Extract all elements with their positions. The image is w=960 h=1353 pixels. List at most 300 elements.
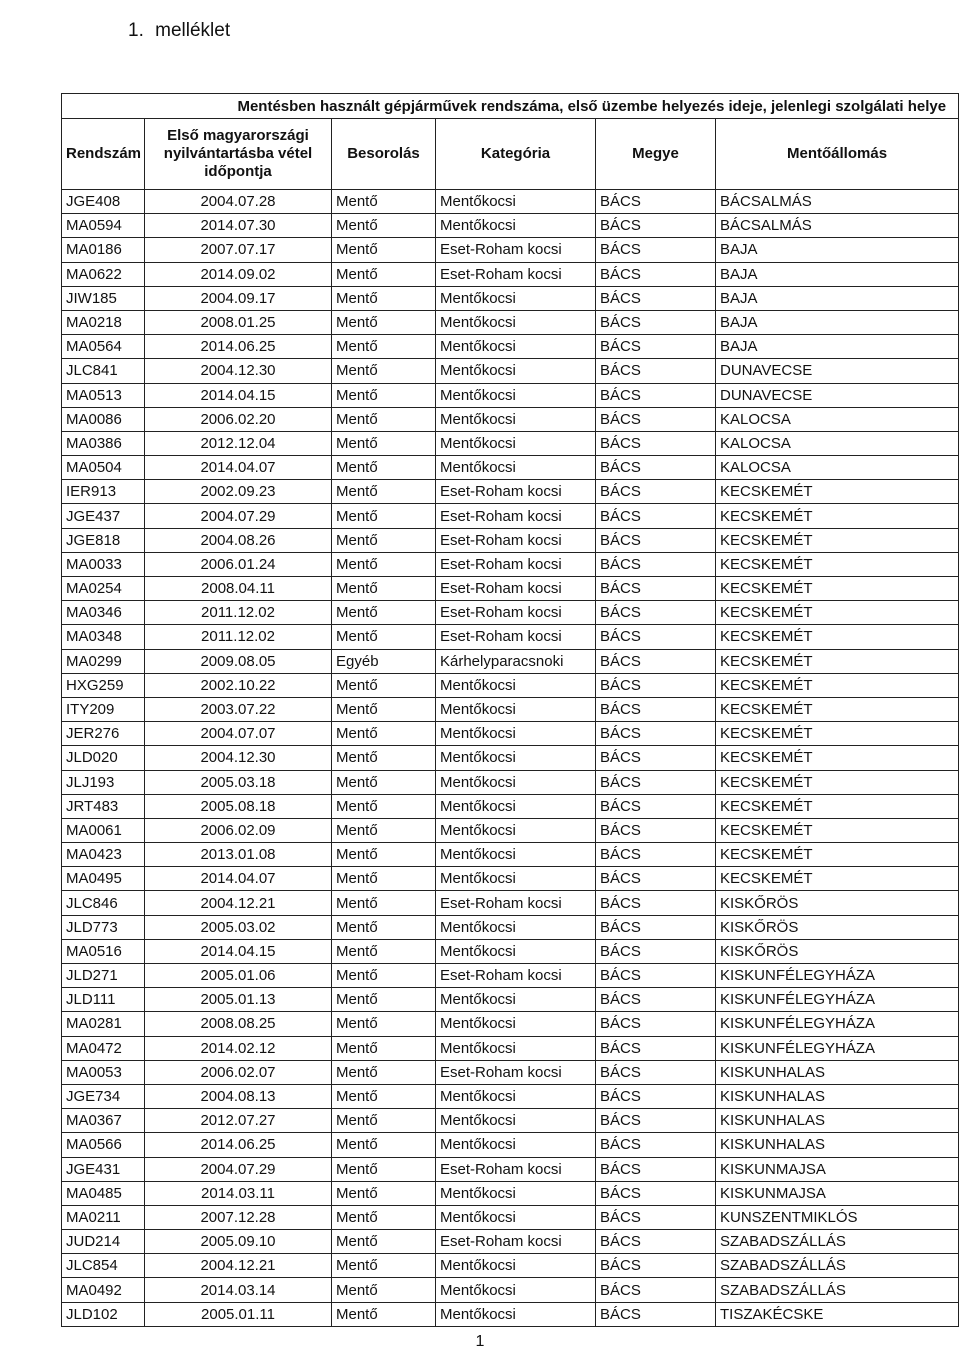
station-cell: KECSKEMÉT: [716, 528, 959, 552]
classification-cell: Mentő: [332, 190, 436, 214]
station-cell: BAJA: [716, 286, 959, 310]
county-cell: BÁCS: [596, 891, 716, 915]
registration-date-cell: 2002.10.22: [145, 673, 332, 697]
station-cell: KISKŐRÖS: [716, 891, 959, 915]
category-cell: Mentőkocsi: [436, 770, 596, 794]
registration-cell: JLD773: [62, 915, 145, 939]
registration-cell: MA0346: [62, 601, 145, 625]
category-cell: Mentőkocsi: [436, 1205, 596, 1229]
table-row: [62, 746, 959, 770]
county-cell: BÁCS: [596, 649, 716, 673]
station-cell: KECSKEMÉT: [716, 552, 959, 576]
category-cell: Mentőkocsi: [436, 407, 596, 431]
registration-cell: ITY209: [62, 697, 145, 721]
table-row: [62, 504, 959, 528]
registration-date-cell: 2005.01.06: [145, 964, 332, 988]
category-cell: Mentőkocsi: [436, 335, 596, 359]
county-cell: BÁCS: [596, 746, 716, 770]
classification-cell: Mentő: [332, 939, 436, 963]
registration-date-cell: 2004.12.30: [145, 746, 332, 770]
table-row: [62, 335, 959, 359]
category-cell: Eset-Roham kocsi: [436, 528, 596, 552]
classification-cell: Mentő: [332, 843, 436, 867]
classification-cell: Mentő: [332, 988, 436, 1012]
station-cell: KECSKEMÉT: [716, 867, 959, 891]
registration-cell: JRT483: [62, 794, 145, 818]
table-row: [62, 1157, 959, 1181]
station-cell: KISKUNMAJSA: [716, 1157, 959, 1181]
classification-cell: Mentő: [332, 891, 436, 915]
registration-date-cell: 2005.01.13: [145, 988, 332, 1012]
station-cell: KISKUNFÉLEGYHÁZA: [716, 988, 959, 1012]
classification-cell: Mentő: [332, 456, 436, 480]
category-cell: Mentőkocsi: [436, 1133, 596, 1157]
registration-cell: JLD111: [62, 988, 145, 1012]
registration-cell: MA0348: [62, 625, 145, 649]
category-cell: Mentőkocsi: [436, 673, 596, 697]
registration-cell: JLJ193: [62, 770, 145, 794]
registration-cell: MA0622: [62, 262, 145, 286]
county-cell: BÁCS: [596, 697, 716, 721]
county-cell: BÁCS: [596, 456, 716, 480]
station-cell: KECSKEMÉT: [716, 577, 959, 601]
classification-cell: Mentő: [332, 383, 436, 407]
county-cell: BÁCS: [596, 262, 716, 286]
registration-date-cell: 2007.12.28: [145, 1205, 332, 1229]
county-cell: BÁCS: [596, 843, 716, 867]
county-cell: BÁCS: [596, 1084, 716, 1108]
registration-date-cell: 2014.03.14: [145, 1278, 332, 1302]
registration-date-cell: 2012.07.27: [145, 1109, 332, 1133]
registration-cell: MA0566: [62, 1133, 145, 1157]
registration-cell: MA0033: [62, 552, 145, 576]
table-row: [62, 528, 959, 552]
registration-cell: JUD214: [62, 1230, 145, 1254]
classification-cell: Egyéb: [332, 649, 436, 673]
county-cell: BÁCS: [596, 335, 716, 359]
registration-cell: MA0061: [62, 818, 145, 842]
classification-cell: Mentő: [332, 577, 436, 601]
category-cell: Eset-Roham kocsi: [436, 1230, 596, 1254]
registration-cell: JLD271: [62, 964, 145, 988]
registration-cell: MA0594: [62, 214, 145, 238]
table-row: [62, 697, 959, 721]
registration-cell: MA0086: [62, 407, 145, 431]
table-row: [62, 915, 959, 939]
station-cell: BÁCSALMÁS: [716, 214, 959, 238]
classification-cell: Mentő: [332, 1036, 436, 1060]
station-cell: KUNSZENTMIKLÓS: [716, 1205, 959, 1229]
table-row: [62, 1060, 959, 1084]
column-header: Kategória: [436, 119, 596, 190]
station-cell: KALOCSA: [716, 431, 959, 455]
category-cell: Mentőkocsi: [436, 843, 596, 867]
classification-cell: Mentő: [332, 818, 436, 842]
county-cell: BÁCS: [596, 238, 716, 262]
registration-cell: JLC846: [62, 891, 145, 915]
county-cell: BÁCS: [596, 1181, 716, 1205]
station-cell: BAJA: [716, 238, 959, 262]
category-cell: Mentőkocsi: [436, 794, 596, 818]
classification-cell: Mentő: [332, 1060, 436, 1084]
category-cell: Eset-Roham kocsi: [436, 480, 596, 504]
table-row: [62, 988, 959, 1012]
station-cell: KECSKEMÉT: [716, 649, 959, 673]
classification-cell: Mentő: [332, 697, 436, 721]
table-row: [62, 722, 959, 746]
category-cell: Mentőkocsi: [436, 1181, 596, 1205]
registration-date-cell: 2008.01.25: [145, 310, 332, 334]
station-cell: BÁCSALMÁS: [716, 190, 959, 214]
category-cell: Mentőkocsi: [436, 722, 596, 746]
station-cell: BAJA: [716, 310, 959, 334]
classification-cell: Mentő: [332, 625, 436, 649]
table-row: [62, 238, 959, 262]
table-row: [62, 359, 959, 383]
registration-date-cell: 2004.08.26: [145, 528, 332, 552]
county-cell: BÁCS: [596, 407, 716, 431]
category-cell: Mentőkocsi: [436, 286, 596, 310]
table-row: [62, 939, 959, 963]
registration-date-cell: 2014.03.11: [145, 1181, 332, 1205]
county-cell: BÁCS: [596, 1230, 716, 1254]
county-cell: BÁCS: [596, 794, 716, 818]
table-row: [62, 1181, 959, 1205]
station-cell: TISZAKÉCSKE: [716, 1302, 959, 1326]
registration-cell: JGE818: [62, 528, 145, 552]
classification-cell: Mentő: [332, 1133, 436, 1157]
county-cell: BÁCS: [596, 1157, 716, 1181]
category-cell: Mentőkocsi: [436, 1084, 596, 1108]
registration-cell: MA0053: [62, 1060, 145, 1084]
registration-date-cell: 2002.09.23: [145, 480, 332, 504]
registration-cell: IER913: [62, 480, 145, 504]
registration-cell: MA0423: [62, 843, 145, 867]
category-cell: Mentőkocsi: [436, 214, 596, 238]
station-cell: KISKŐRÖS: [716, 939, 959, 963]
category-cell: Mentőkocsi: [436, 746, 596, 770]
station-cell: SZABADSZÁLLÁS: [716, 1230, 959, 1254]
county-cell: BÁCS: [596, 577, 716, 601]
classification-cell: Mentő: [332, 794, 436, 818]
page-title: [128, 20, 230, 42]
category-cell: Mentőkocsi: [436, 456, 596, 480]
registration-cell: JIW185: [62, 286, 145, 310]
table-title: Mentésben használt gépjárművek rendszáma, első üzembe helyezés ideje, jelenlegi szolgálati helye: [62, 94, 959, 119]
classification-cell: Mentő: [332, 528, 436, 552]
category-cell: Eset-Roham kocsi: [436, 238, 596, 262]
classification-cell: Mentő: [332, 238, 436, 262]
registration-date-cell: 2014.06.25: [145, 335, 332, 359]
table-title-row: [62, 94, 959, 119]
county-cell: BÁCS: [596, 601, 716, 625]
registration-cell: HXG259: [62, 673, 145, 697]
table-row: [62, 262, 959, 286]
table-row: [62, 794, 959, 818]
table-row: [62, 456, 959, 480]
table-row: [62, 431, 959, 455]
county-cell: BÁCS: [596, 190, 716, 214]
category-cell: Eset-Roham kocsi: [436, 964, 596, 988]
county-cell: BÁCS: [596, 770, 716, 794]
category-cell: Eset-Roham kocsi: [436, 601, 596, 625]
registration-cell: JGE437: [62, 504, 145, 528]
registration-cell: MA0218: [62, 310, 145, 334]
category-cell: Mentőkocsi: [436, 1302, 596, 1326]
column-header: Első magyarországi nyilvántartásba vétel időpontja: [145, 119, 332, 190]
classification-cell: Mentő: [332, 1012, 436, 1036]
registration-cell: MA0386: [62, 431, 145, 455]
classification-cell: Mentő: [332, 1181, 436, 1205]
table-header-row: [62, 119, 959, 190]
registration-cell: MA0485: [62, 1181, 145, 1205]
classification-cell: Mentő: [332, 673, 436, 697]
classification-cell: Mentő: [332, 746, 436, 770]
table-row: [62, 843, 959, 867]
column-header: Megye: [596, 119, 716, 190]
category-cell: Eset-Roham kocsi: [436, 262, 596, 286]
station-cell: KECSKEMÉT: [716, 794, 959, 818]
classification-cell: Mentő: [332, 310, 436, 334]
station-cell: DUNAVECSE: [716, 359, 959, 383]
station-cell: KISKUNHALAS: [716, 1060, 959, 1084]
registration-date-cell: 2013.01.08: [145, 843, 332, 867]
registration-cell: JLC841: [62, 359, 145, 383]
station-cell: KALOCSA: [716, 407, 959, 431]
table-body: [62, 190, 959, 1327]
category-cell: Mentőkocsi: [436, 431, 596, 455]
category-cell: Eset-Roham kocsi: [436, 625, 596, 649]
classification-cell: Mentő: [332, 359, 436, 383]
station-cell: KALOCSA: [716, 456, 959, 480]
classification-cell: Mentő: [332, 552, 436, 576]
county-cell: BÁCS: [596, 310, 716, 334]
registration-cell: MA0281: [62, 1012, 145, 1036]
registration-date-cell: 2006.02.09: [145, 818, 332, 842]
registration-cell: JLC854: [62, 1254, 145, 1278]
column-header: Mentőállomás: [716, 119, 959, 190]
classification-cell: Mentő: [332, 964, 436, 988]
county-cell: BÁCS: [596, 383, 716, 407]
registration-cell: MA0504: [62, 456, 145, 480]
category-cell: Mentőkocsi: [436, 939, 596, 963]
table-row: [62, 190, 959, 214]
registration-date-cell: 2004.08.13: [145, 1084, 332, 1108]
station-cell: KECSKEMÉT: [716, 601, 959, 625]
classification-cell: Mentő: [332, 722, 436, 746]
county-cell: BÁCS: [596, 1060, 716, 1084]
registration-date-cell: 2005.08.18: [145, 794, 332, 818]
registration-cell: MA0254: [62, 577, 145, 601]
classification-cell: Mentő: [332, 480, 436, 504]
county-cell: BÁCS: [596, 286, 716, 310]
table-row: [62, 1036, 959, 1060]
county-cell: BÁCS: [596, 214, 716, 238]
column-header: Besorolás: [332, 119, 436, 190]
county-cell: BÁCS: [596, 359, 716, 383]
county-cell: BÁCS: [596, 504, 716, 528]
category-cell: Eset-Roham kocsi: [436, 1157, 596, 1181]
classification-cell: Mentő: [332, 1109, 436, 1133]
registration-date-cell: 2014.07.30: [145, 214, 332, 238]
station-cell: KISKUNHALAS: [716, 1133, 959, 1157]
registration-date-cell: 2014.04.07: [145, 456, 332, 480]
table-row: [62, 1205, 959, 1229]
station-cell: BAJA: [716, 262, 959, 286]
county-cell: BÁCS: [596, 480, 716, 504]
county-cell: BÁCS: [596, 988, 716, 1012]
table-row: [62, 1109, 959, 1133]
registration-cell: MA0564: [62, 335, 145, 359]
registration-cell: MA0472: [62, 1036, 145, 1060]
registration-date-cell: 2005.09.10: [145, 1230, 332, 1254]
annex-label: melléklet: [155, 20, 231, 41]
vehicle-registry-table: [61, 93, 959, 1327]
table-row: [62, 625, 959, 649]
classification-cell: Mentő: [332, 867, 436, 891]
county-cell: BÁCS: [596, 939, 716, 963]
table-row: [62, 552, 959, 576]
column-header: Rendszám: [62, 119, 145, 190]
registration-date-cell: 2012.12.04: [145, 431, 332, 455]
registration-cell: MA0495: [62, 867, 145, 891]
registration-date-cell: 2008.08.25: [145, 1012, 332, 1036]
station-cell: KISKUNHALAS: [716, 1109, 959, 1133]
registration-date-cell: 2003.07.22: [145, 697, 332, 721]
station-cell: KECSKEMÉT: [716, 625, 959, 649]
station-cell: KISKUNFÉLEGYHÁZA: [716, 1036, 959, 1060]
county-cell: BÁCS: [596, 1133, 716, 1157]
registration-date-cell: 2004.12.21: [145, 891, 332, 915]
table-row: [62, 1302, 959, 1326]
county-cell: BÁCS: [596, 625, 716, 649]
registration-date-cell: 2011.12.02: [145, 625, 332, 649]
table-row: [62, 673, 959, 697]
table-row: [62, 964, 959, 988]
classification-cell: Mentő: [332, 1157, 436, 1181]
registration-date-cell: 2011.12.02: [145, 601, 332, 625]
category-cell: Mentőkocsi: [436, 310, 596, 334]
annex-number: 1.: [128, 20, 144, 41]
category-cell: Mentőkocsi: [436, 1109, 596, 1133]
registration-cell: JGE408: [62, 190, 145, 214]
registration-date-cell: 2004.12.30: [145, 359, 332, 383]
classification-cell: Mentő: [332, 214, 436, 238]
station-cell: KECSKEMÉT: [716, 504, 959, 528]
county-cell: BÁCS: [596, 1278, 716, 1302]
registration-date-cell: 2006.01.24: [145, 552, 332, 576]
classification-cell: Mentő: [332, 407, 436, 431]
table-row: [62, 214, 959, 238]
category-cell: Eset-Roham kocsi: [436, 577, 596, 601]
table-row: [62, 891, 959, 915]
category-cell: Mentőkocsi: [436, 1254, 596, 1278]
category-cell: Mentőkocsi: [436, 818, 596, 842]
county-cell: BÁCS: [596, 552, 716, 576]
registration-date-cell: 2014.04.07: [145, 867, 332, 891]
registration-date-cell: 2004.07.28: [145, 190, 332, 214]
table-row: [62, 649, 959, 673]
category-cell: Mentőkocsi: [436, 359, 596, 383]
category-cell: Kárhelyparacsnoki: [436, 649, 596, 673]
table-row: [62, 1278, 959, 1302]
category-cell: Eset-Roham kocsi: [436, 504, 596, 528]
registration-cell: JGE431: [62, 1157, 145, 1181]
classification-cell: Mentő: [332, 1278, 436, 1302]
county-cell: BÁCS: [596, 528, 716, 552]
table-row: [62, 770, 959, 794]
county-cell: BÁCS: [596, 1109, 716, 1133]
table-row: [62, 1230, 959, 1254]
category-cell: Mentőkocsi: [436, 915, 596, 939]
registration-cell: MA0367: [62, 1109, 145, 1133]
county-cell: BÁCS: [596, 431, 716, 455]
classification-cell: Mentő: [332, 1084, 436, 1108]
classification-cell: Mentő: [332, 504, 436, 528]
registration-cell: JLD020: [62, 746, 145, 770]
category-cell: Eset-Roham kocsi: [436, 1060, 596, 1084]
classification-cell: Mentő: [332, 286, 436, 310]
category-cell: Mentőkocsi: [436, 383, 596, 407]
category-cell: Mentőkocsi: [436, 1036, 596, 1060]
classification-cell: Mentő: [332, 335, 436, 359]
station-cell: KISKUNFÉLEGYHÁZA: [716, 1012, 959, 1036]
county-cell: BÁCS: [596, 915, 716, 939]
station-cell: SZABADSZÁLLÁS: [716, 1278, 959, 1302]
table-row: [62, 286, 959, 310]
classification-cell: Mentő: [332, 262, 436, 286]
category-cell: Mentőkocsi: [436, 697, 596, 721]
registration-date-cell: 2007.07.17: [145, 238, 332, 262]
station-cell: BAJA: [716, 335, 959, 359]
registration-date-cell: 2014.04.15: [145, 383, 332, 407]
registration-date-cell: 2006.02.20: [145, 407, 332, 431]
county-cell: BÁCS: [596, 1302, 716, 1326]
station-cell: KECSKEMÉT: [716, 770, 959, 794]
county-cell: BÁCS: [596, 1254, 716, 1278]
station-cell: KECSKEMÉT: [716, 673, 959, 697]
registration-cell: MA0516: [62, 939, 145, 963]
classification-cell: Mentő: [332, 1254, 436, 1278]
table-row: [62, 867, 959, 891]
station-cell: KECSKEMÉT: [716, 746, 959, 770]
classification-cell: Mentő: [332, 915, 436, 939]
county-cell: BÁCS: [596, 722, 716, 746]
table-row: [62, 310, 959, 334]
registration-date-cell: 2006.02.07: [145, 1060, 332, 1084]
registration-cell: JGE734: [62, 1084, 145, 1108]
county-cell: BÁCS: [596, 818, 716, 842]
category-cell: Mentőkocsi: [436, 988, 596, 1012]
table-row: [62, 407, 959, 431]
category-cell: Mentőkocsi: [436, 1012, 596, 1036]
table-row: [62, 1084, 959, 1108]
station-cell: KECSKEMÉT: [716, 697, 959, 721]
station-cell: KISKUNMAJSA: [716, 1181, 959, 1205]
category-cell: Eset-Roham kocsi: [436, 552, 596, 576]
registration-cell: JLD102: [62, 1302, 145, 1326]
registration-date-cell: 2004.09.17: [145, 286, 332, 310]
registration-date-cell: 2014.02.12: [145, 1036, 332, 1060]
registration-date-cell: 2004.12.21: [145, 1254, 332, 1278]
page-number: 1: [475, 1333, 485, 1350]
station-cell: KECSKEMÉT: [716, 843, 959, 867]
station-cell: KECSKEMÉT: [716, 818, 959, 842]
registration-date-cell: 2009.08.05: [145, 649, 332, 673]
table-row: [62, 577, 959, 601]
county-cell: BÁCS: [596, 1012, 716, 1036]
station-cell: SZABADSZÁLLÁS: [716, 1254, 959, 1278]
